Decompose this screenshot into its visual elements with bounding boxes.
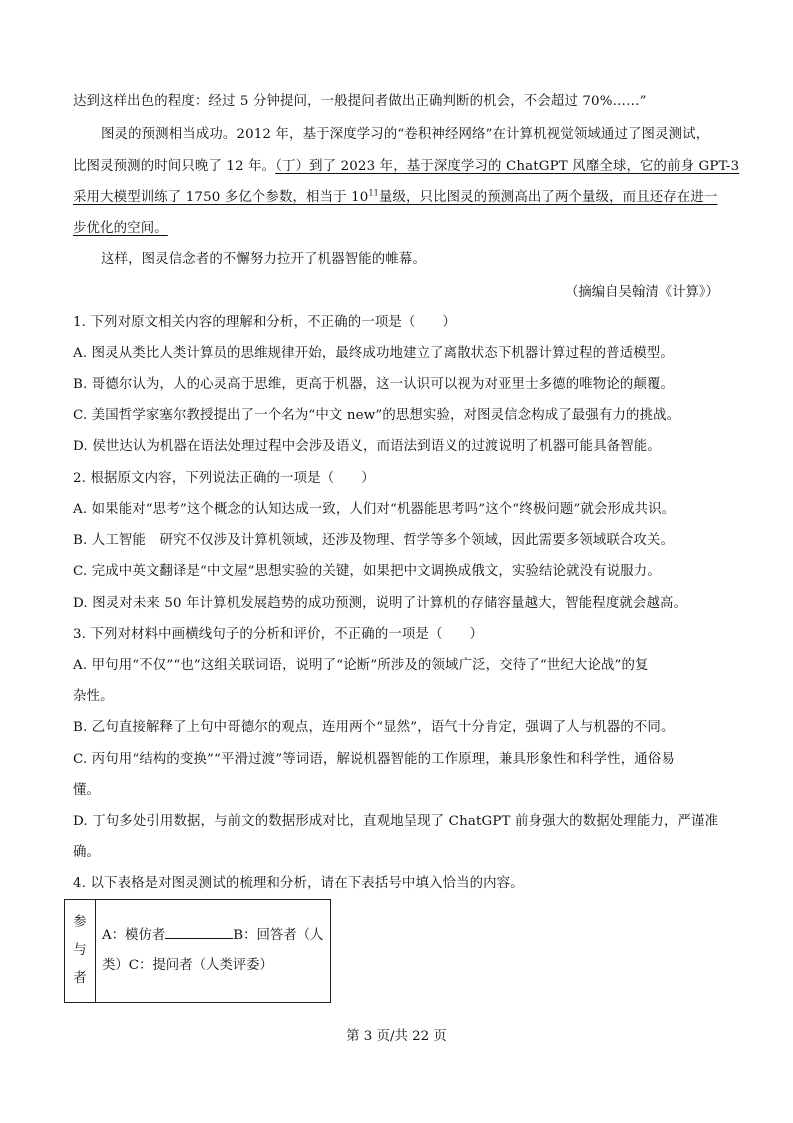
participants-content-cell bbox=[96, 900, 331, 1003]
participants-header-cell bbox=[65, 900, 96, 1003]
question-3-stem: 3. 下列对材料中画横线句子的分析和评价，不正确的一项是（ ） bbox=[73, 627, 484, 642]
question-1-option-c: C. 美国哲学家塞尔教授提出了一个名为“中文 new”的思想实验，对图灵信念构成了最强有力的挑战。 bbox=[73, 408, 681, 423]
question-3-option-c-cont: 懂。 bbox=[73, 783, 101, 798]
question-1-option-d: D. 侯世达认为机器在语法处理过程中会涉及语义，而语法到语义的过渡说明了机器可能具备智能。 bbox=[73, 439, 661, 454]
header-char-3: 者 bbox=[73, 971, 87, 986]
question-1-option-a: A. 图灵从类比人类计算员的思维规律开始，最终成功地建立了离散状态下机器计算过程的普适模型。 bbox=[73, 346, 674, 361]
passage-line-4-text-b: 量级，只比图灵的预测高出了两个量级，而且还存在进一 bbox=[378, 190, 718, 205]
question-3-option-c: C. 丙句用“结构的变换”“平滑过渡”等词语，解说机器智能的工作原理，兼具形象性和科学性，通俗易 bbox=[73, 752, 675, 767]
question-3-option-b: B. 乙句直接解释了上句中哥德尔的观点，连用两个“显然”，语气十分肯定，强调了人与机器的不同。 bbox=[73, 720, 675, 735]
participants-row-2: 类）C：提问者（人类评委） bbox=[102, 958, 273, 973]
participants-table bbox=[64, 899, 331, 1003]
question-3-option-d: D. 丁句多处引用数据，与前文的数据形成对比，直观地呈现了 ChatGPT 前身强大的数据处理能力，严谨准 bbox=[73, 814, 719, 829]
question-4-stem: 4. 以下表格是对图灵测试的梳理和分析，请在下表括号中填入恰当的内容。 bbox=[73, 876, 524, 891]
question-3-option-d-cont: 确。 bbox=[73, 845, 101, 860]
participants-row-1 bbox=[102, 921, 324, 951]
source-citation: （摘编自吴翰清《计算》） bbox=[565, 285, 719, 300]
passage-line-6: 这样，图灵信念者的不懈努力拉开了机器智能的帷幕。 bbox=[101, 252, 426, 267]
question-2-option-c: C. 完成中英文翻译是“中文屋”思想实验的关键，如果把中文调换成俄文，实验结论就没有说服力。 bbox=[73, 564, 661, 579]
question-2-option-a: A. 如果能对“思考”这个概念的认知达成一致，人们对“机器能思考吗”这个“终极问题”就会形成共识。 bbox=[73, 502, 676, 517]
header-char-2: 与 bbox=[73, 943, 87, 958]
question-3-option-a: A. 甲句用“不仅”“也”这组关联词语，说明了“论断”所涉及的领域广泛，交待了“世纪大论战”的复 bbox=[73, 658, 649, 673]
page-footer: 第 3 页/共 22 页 bbox=[346, 1029, 447, 1044]
passage-line-5: 步优化的空间。 bbox=[73, 221, 168, 236]
question-2-option-b: B. 人工智能 研究不仅涉及计算机领域，还涉及物理、哲学等多个领域，因此需要多领域联合攻关。 bbox=[73, 533, 675, 548]
question-1-stem: 1. 下列对原文相关内容的理解和分析，不正确的一项是（ ） bbox=[73, 315, 457, 330]
imitator-label: A：模仿者 bbox=[102, 928, 166, 943]
superscript-exponent: 11 bbox=[368, 188, 379, 198]
passage-line-3 bbox=[73, 157, 739, 177]
imitator-answer-blank[interactable] bbox=[165, 924, 233, 939]
passage-line-4 bbox=[73, 188, 717, 208]
responder-label: B：回答者（人 bbox=[233, 928, 324, 943]
passage-line-4-text-a: 采用大模型训练了 1750 多亿个参数，相当于 10 bbox=[73, 190, 369, 205]
question-2-stem: 2. 根据原文内容，下列说法正确的一项是（ ） bbox=[73, 471, 375, 486]
passage-line-1: 达到这样出色的程度：经过 5 分钟提问，一般提问者做出正确判断的机会，不会超过 70%……” bbox=[73, 94, 647, 109]
passage-line-2: 图灵的预测相当成功。2012 年，基于深度学习的“卷积神经网络”在计算机视觉领域通过了图灵测试， bbox=[101, 127, 710, 142]
question-3-option-a-cont: 杂性。 bbox=[73, 689, 114, 704]
underlined-sentence-ding: （丁）到了 2023 年，基于深度学习的 ChatGPT 风靡全球，它的前身 GPT-3 bbox=[275, 159, 740, 174]
passage-line-3-text: 比图灵预测的时间只晚了 12 年。 bbox=[73, 159, 276, 174]
header-char-1: 参 bbox=[73, 915, 87, 930]
question-1-option-b: B. 哥德尔认为，人的心灵高于思维，更高于机器，这一认识可以视为对亚里士多德的唯物论的颠覆。 bbox=[73, 377, 675, 392]
question-2-option-d: D. 图灵对未来 50 年计算机发展趋势的成功预测，说明了计算机的存储容量越大，智能程度就会越高。 bbox=[73, 596, 688, 611]
